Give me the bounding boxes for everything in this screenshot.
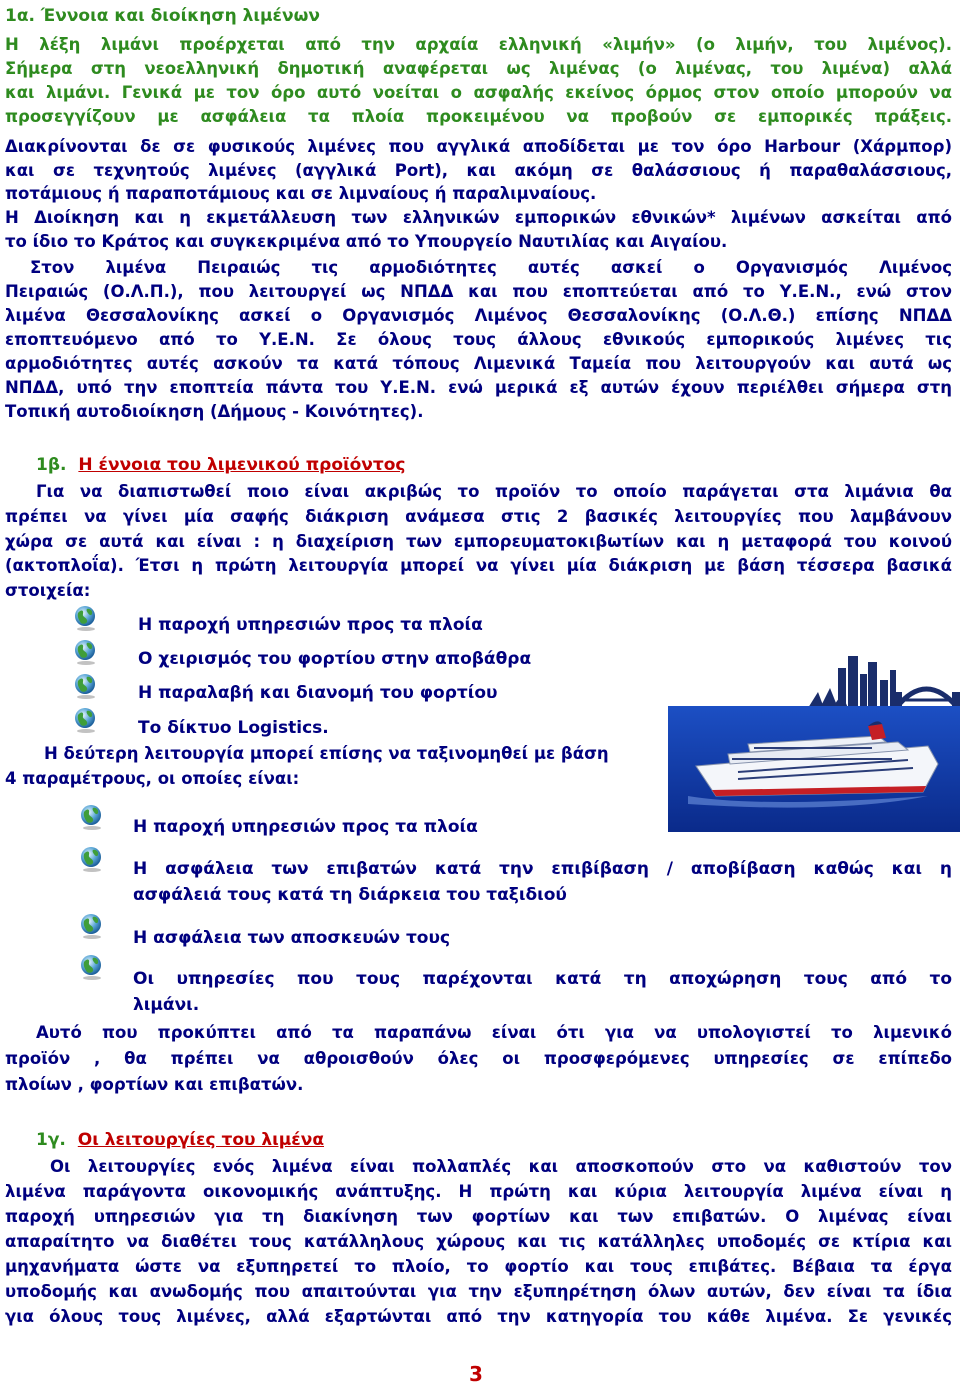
list-item: Η ασφάλεια των επιβατών κατά την επιβίβαση / αποβίβαση καθώς και η: [133, 859, 952, 879]
list-item: Η ασφάλεια των αποσκευών τους: [133, 928, 451, 948]
paragraph-line: χώρα σε αυτά και είναι : η διαχείριση των εμπορευματοκιβωτίων και η μεταφορά του κοινού: [5, 532, 952, 551]
paragraph-line: Διακρίνονται δε σε φυσικούς λιμένες που αγγλικά αποδίδεται με τον όρο Harbour (Χάρμπορ): [5, 137, 952, 156]
list-item: Το δίκτυο Logistics.: [138, 718, 329, 738]
paragraph-line: ΝΠΔΔ, υπό την εποπτεία πάντα του Υ.Ε.Ν. ενώ μερικά εξ αυτών έχουν περιέλθει σήμερα στη: [5, 378, 952, 397]
paragraph-line: απαραίτητο να διαθέτει τους κατάλληλους χώρους και τις κατάλληλες υποδομές σε κτίρια και: [5, 1232, 952, 1251]
paragraph-line: (ακτοπλοΐα). Έτσι η πρώτη λειτουργία μπορεί να γίνει μία διάκριση με βάση τέσσερα βασικά: [5, 556, 952, 575]
page-number: 3: [469, 1362, 483, 1386]
list-item: Η παραλαβή και διανομή του φορτίου: [138, 683, 498, 703]
list-item-continued: ασφάλειά τους κατά τη διάρκεια του ταξιδιού: [133, 885, 567, 905]
section-number: 1β.: [36, 455, 67, 475]
list-item: Οι υπηρεσίες που τους παρέχονται κατά τη αποχώρηση τους από το: [133, 969, 952, 989]
city-skyline: [838, 656, 896, 708]
section-1a-title: 1α. Έννοια και διοίκηση λιμένων: [5, 6, 320, 26]
paragraph-line: Πειραιώς (Ο.Λ.Π.), που λειτουργεί ως ΝΠΔΔ και που εποπτεύεται από το Υ.Ε.Ν., ενώ στον: [5, 282, 952, 301]
section-1c-heading: [36, 1130, 324, 1150]
section-1c-title: Οι λειτουργίες του λιμένα: [77, 1130, 325, 1150]
globe-icon: [72, 604, 100, 632]
paragraph-line: ποτάμιους ή παραποτάμιους και σε λιμναίους ή παραλιμναίους.: [5, 184, 597, 203]
paragraph-line: λιμένα Θεσσαλονίκης ασκεί ο Οργανισμός Λιμένος Θεσσαλονίκης (Ο.Λ.Θ.) επίσης ΝΠΔΔ: [5, 306, 952, 325]
paragraph-line: Οι λειτουργίες ενός λιμένα είναι πολλαπλές και αποσκοπούν στο να καθιστούν τον: [50, 1157, 952, 1176]
paragraph-line: Στον λιμένα Πειραιώς τις αρμοδιότητες αυτές ασκεί ο Οργανισμός Λιμένος: [30, 258, 952, 277]
globe-icon: [72, 706, 100, 734]
paragraph-line: λιμένα παράγοντα οικονομικής ανάπτυξης. Η πρώτη και κύρια λειτουργία λιμένα είναι η: [5, 1182, 952, 1201]
paragraph-line: Η δεύτερη λειτουργία μπορεί επίσης να ταξινομηθεί με βάση: [44, 744, 609, 763]
globe-icon: [78, 912, 106, 940]
paragraph-line: Σήμερα στη νεοελληνική δημοτική αναφέρεται ως λιμένας (ο λιμένας, του λιμένα) αλλά: [5, 59, 952, 78]
paragraph-line: Για να διαπιστωθεί ποιο είναι ακριβώς το προϊόν το οποίο παράγεται στα λιμάνια θα: [36, 482, 952, 501]
paragraph-line: για όλους τους λιμένες, αλλά εξαρτώνται από την κατηγορία του κάθε λιμένα. Σε γενικές: [5, 1307, 952, 1326]
paragraph-line: στοιχεία:: [5, 581, 91, 600]
paragraph-line: Τοπική αυτοδιοίκηση (Δήμους - Κοινότητες).: [5, 402, 424, 421]
section-1b-title: Η έννοια του λιμενικού προϊόντος: [78, 455, 406, 475]
paragraph-line: Η Διοίκηση και η εκμετάλλευση των ελληνικών εμπορικών εθνικών* λιμένων ασκείται από: [5, 208, 952, 227]
paragraph-line: αρμοδιότητες αυτές ασκούν τα κατά τόπους Λιμενικά Ταμεία που λειτουργούν και αυτά ως: [5, 354, 952, 373]
globe-icon: [72, 672, 100, 700]
paragraph-line: πρέπει να γίνει μία σαφής διάκριση ανάμεσα στις 2 βασικές λειτουργίες που λαμβάνουν: [5, 507, 952, 526]
section-number: 1γ.: [36, 1130, 66, 1150]
list-item: Η παροχή υπηρεσιών προς τα πλοία: [138, 615, 483, 635]
paragraph-line: υποδομής και ανωδομής που απαιτούνται για την εξυπηρέτηση όλων αυτών, δεν είναι τα ίδια: [5, 1282, 952, 1301]
paragraph-line: προϊόν , θα πρέπει να αθροισθούν όλες οι προσφερόμενες υπηρεσίες σε επίπεδο: [5, 1049, 952, 1068]
list-item: Η παροχή υπηρεσιών προς τα πλοία: [133, 817, 478, 837]
globe-icon: [78, 953, 106, 981]
section-1b-heading: [36, 455, 405, 475]
paragraph-line: πλοίων , φορτίων και επιβατών.: [5, 1075, 304, 1094]
globe-icon: [78, 845, 106, 873]
paragraph-line: παροχή υπηρεσιών για τη διακίνηση των φορτίων και των επιβατών. Ο λιμένας είναι: [5, 1207, 952, 1226]
paragraph-line: 4 παραμέτρους, οι οποίες είναι:: [5, 769, 300, 788]
paragraph-line: Αυτό που προκύπτει από τα παραπάνω είναι ότι για να υπολογιστεί το λιμενικό: [36, 1023, 952, 1042]
harbour-bridge: [894, 689, 960, 708]
globe-icon: [72, 638, 100, 666]
paragraph-line: το ίδιο το Κράτος και συγκεκριμένα από το Υπουργείο Ναυτιλίας και Αιγαίου.: [5, 232, 728, 251]
list-item-continued: λιμάνι.: [133, 995, 200, 1015]
paragraph-line: μηχανήματα ώστε να εξυπηρετεί το πλοίο, το φορτίο και τους επιβάτες. Βέβαια τα έργα: [5, 1257, 952, 1276]
paragraph-line: και σε τεχνητούς λιμένες (αγγλικά Port), και ακόμη σε θαλάσσιους ή παραθαλάσσιους,: [5, 161, 952, 180]
paragraph-line: και λιμάνι. Γενικά με τον όρο αυτό νοείται ο ασφαλής εκείνος όρμος στον οποίο μπορούν να: [5, 83, 952, 102]
globe-icon: [78, 803, 106, 831]
paragraph-line: εποπτευόμενο από το Υ.Ε.Ν. Σε όλους τους άλλους εθνικούς εμπορικούς λιμένες τις: [5, 330, 952, 349]
paragraph-line: προσεγγίζουν με ασφάλεια τα πλοία προκειμένου να προβούν σε εμπορικές πράξεις.: [5, 107, 952, 126]
list-item: Ο χειρισμός του φορτίου στην αποβάθρα: [138, 649, 532, 669]
cruise-ship-illustration: [668, 596, 960, 832]
paragraph-line: Η λέξη λιμάνι προέρχεται από την αρχαία ελληνική «λιμήν» (ο λιμήν, του λιμένος).: [5, 35, 952, 54]
